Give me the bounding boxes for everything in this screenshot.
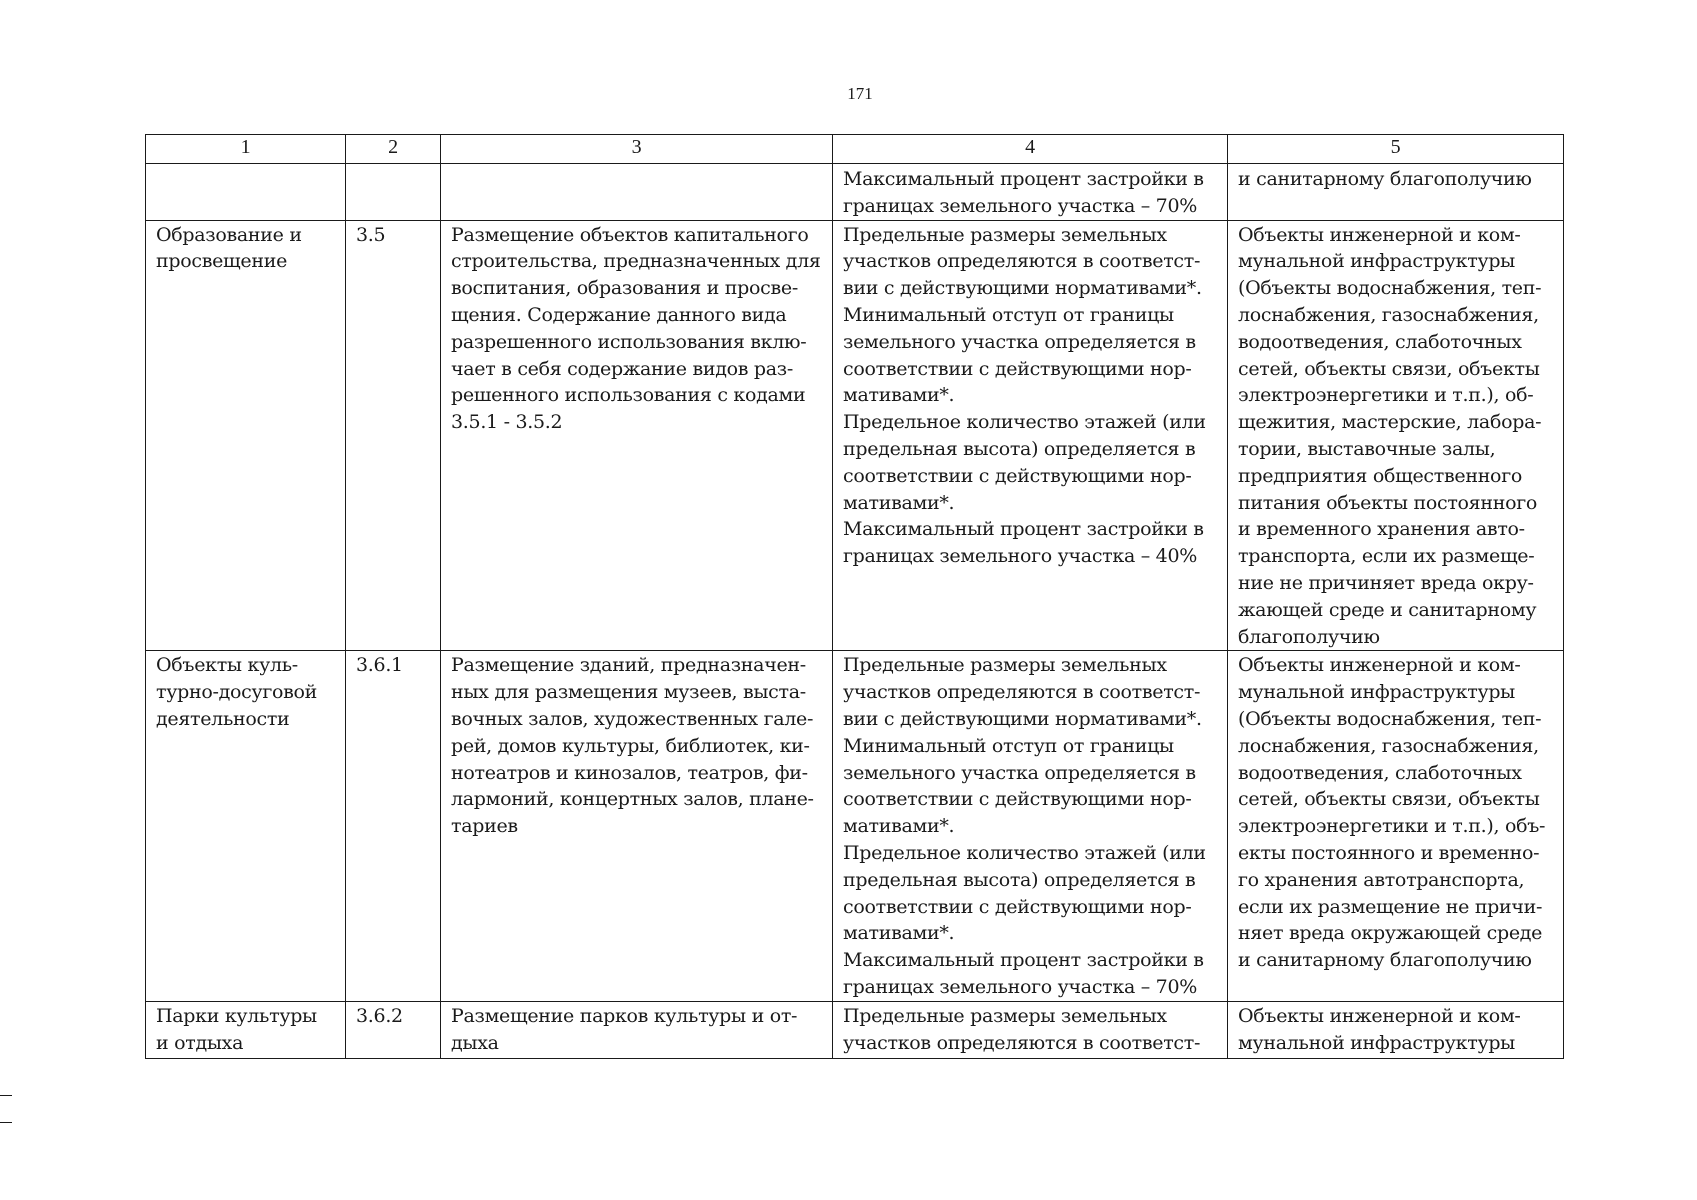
use-code-cell: 3.6.2 <box>346 1001 441 1058</box>
use-description-cell: Размещение зданий, предназначен- ных для размещения музеев, выста- вочных залов, художественных гале- рей, домов культуры, библиотек, ки- нотеатров и кинозалов, театров, фи- лармоний, концертных залов, плане- тариев <box>441 651 833 1001</box>
use-name-cell: Парки культуры и отдыха <box>146 1001 346 1058</box>
parameters-cell: Предельные размеры земельных участков определяются в соответст- вии с действующими нормативами*. Минимальный отступ от границы земельного участка определяется в соответствии с действующими нор- мативами*. Предельное количество этажей (или предельная высота) определяется в соответствии с действующими нор- мативами*. Максимальный процент застройки в границах земельного участка – 70% <box>833 651 1228 1001</box>
header-row <box>146 135 1564 164</box>
table-row <box>146 220 1564 651</box>
use-code-cell: 3.6.1 <box>346 651 441 1001</box>
parameters-cell: Предельные размеры земельных участков определяются в соответст- вии с действующими нормативами*. Минимальный отступ от границы земельного участка определяется в соответствии с действующими нор- мативами*. Предельное количество этажей (или предельная высота) определяется в соответствии с действующими нор- мативами*. Максимальный процент застройки в границах земельного участка – 40% <box>833 220 1228 651</box>
header-col-3: 3 <box>441 135 833 164</box>
use-name-cell: Образование и просвещение <box>146 220 346 651</box>
header-col-5: 5 <box>1228 135 1564 164</box>
auxiliary-uses-cell: Объекты инженерной и ком- мунальной инфраструктуры (Объекты водоснабжения, теп- лоснабжения, газоснабжения, водоотведения, слаботочных сетей, объекты связи, объекты электроэнергетики и т.п.), объ- екты постоянного и временно- го хранения автотранспорта, если их размещение не причи- няет вреда окружающей среде и санитарному благополучию <box>1228 651 1564 1001</box>
use-description-cell: Размещение парков культуры и от- дыха <box>441 1001 833 1058</box>
auxiliary-uses-cell: Объекты инженерной и ком- мунальной инфраструктуры <box>1228 1001 1564 1058</box>
scan-margin-mark <box>0 1095 12 1096</box>
use-description-cell <box>441 164 833 221</box>
scan-margin-mark <box>0 1122 12 1123</box>
land-use-table <box>145 134 1564 1059</box>
auxiliary-uses-cell: и санитарному благополучию <box>1228 164 1564 221</box>
header-col-2: 2 <box>346 135 441 164</box>
use-name-cell: Объекты куль- турно-досуговой деятельности <box>146 651 346 1001</box>
auxiliary-uses-cell: Объекты инженерной и ком- мунальной инфраструктуры (Объекты водоснабжения, теп- лоснабжения, газоснабжения, водоотведения, слаботочных сетей, объекты связи, объекты электроэнергетики и т.п.), об- щежития, мастерские, лабора- тории, выставочные залы, предприятия общественного питания объекты постоянного и временного хранения авто- транспорта, если их размеще- ние не причиняет вреда окру- жающей среде и санитарному благополучию <box>1228 220 1564 651</box>
parameters-cell: Предельные размеры земельных участков определяются в соответст- <box>833 1001 1228 1058</box>
use-code-cell: 3.5 <box>346 220 441 651</box>
header-col-1: 1 <box>146 135 346 164</box>
header-col-4: 4 <box>833 135 1228 164</box>
use-description-cell: Размещение объектов капитального строительства, предназначенных для воспитания, образования и просве- щения. Содержание данного вида разрешенного использования вклю- чает в себя содержание видов раз- решенного использования с кодами 3.5.1 - 3.5.2 <box>441 220 833 651</box>
page-number: 171 <box>847 84 873 103</box>
parameters-cell: Максимальный процент застройки в границах земельного участка – 70% <box>833 164 1228 221</box>
table-row <box>146 651 1564 1001</box>
table-row <box>146 1001 1564 1058</box>
use-code-cell <box>346 164 441 221</box>
table-row <box>146 164 1564 221</box>
use-name-cell <box>146 164 346 221</box>
